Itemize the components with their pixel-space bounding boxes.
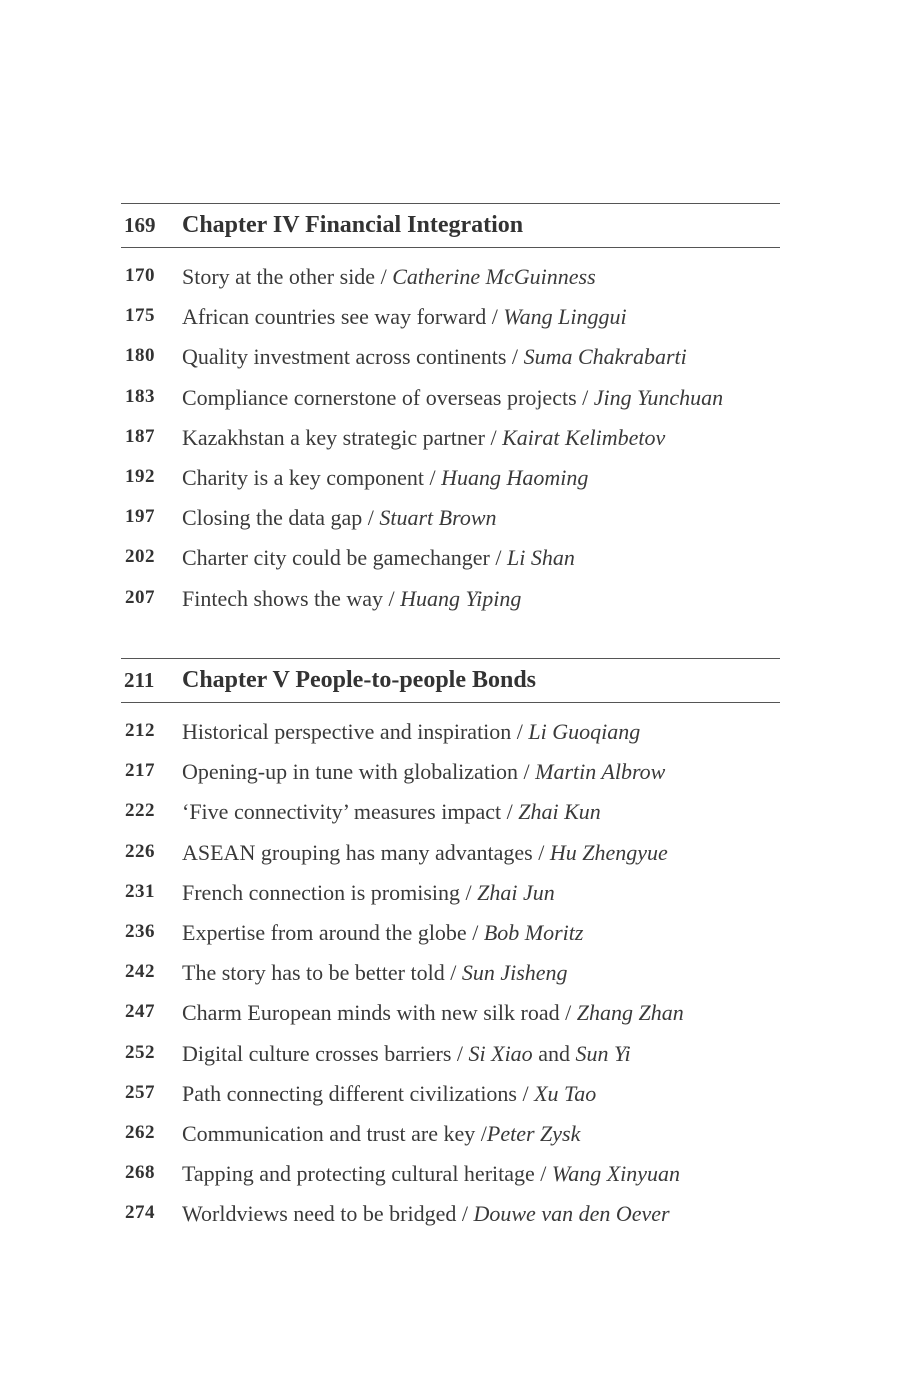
entry-title: Path connecting different civilizations /: [182, 1080, 535, 1106]
entry-title: Charm European minds with new silk road /: [182, 1000, 577, 1026]
entry-page-number: 197: [125, 506, 155, 528]
entry-title: Expertise from around the globe /: [182, 919, 484, 945]
entry-page-number: 236: [125, 920, 155, 942]
toc-entry: [121, 583, 780, 623]
entry-page-number: 192: [125, 465, 155, 487]
entry-title: Compliance cornerstone of overseas projects /: [182, 384, 594, 410]
entry-author: Li Guoqiang: [528, 719, 641, 744]
entry-page-number: 207: [125, 586, 155, 608]
toc-entry: [121, 917, 780, 957]
toc-entry: [121, 301, 780, 341]
entry-author: Hu Zhengyue: [549, 839, 668, 865]
entry-author: Zhai Kun: [518, 799, 601, 825]
entry-page-number: 217: [125, 760, 155, 782]
entry-title: Closing the data gap /: [182, 505, 380, 531]
entry-conjunction: and: [532, 1040, 576, 1066]
entry-title: ‘Five connectivity’ measures impact /: [182, 799, 519, 825]
entry-title: Historical perspective and inspiration /: [182, 719, 529, 744]
entry-author-second: Sun Yi: [575, 1040, 631, 1066]
entry-title: Charter city could be gamechanger /: [182, 545, 507, 571]
entry-page-number: 268: [125, 1162, 155, 1184]
entry-author: Wang Linggui: [503, 304, 627, 330]
entry-author: Bob Moritz: [483, 919, 584, 945]
entry-page-number: 274: [125, 1202, 155, 1224]
entry-author: Wang Xinyuan: [551, 1161, 681, 1187]
toc-entry: [121, 422, 780, 462]
entry-title: The story has to be better told /: [182, 960, 462, 986]
entry-page-number: 212: [125, 720, 155, 741]
toc-entry: [121, 341, 780, 381]
entry-author: Peter Zysk: [486, 1120, 581, 1146]
toc-entry: [121, 1118, 780, 1158]
toc-entry: [121, 716, 780, 756]
entry-page-number: 242: [125, 961, 155, 983]
section-heading: [121, 658, 780, 703]
entry-author: Kairat Kelimbetov: [502, 424, 666, 450]
toc-entry: [121, 837, 780, 877]
entry-author: Xu Tao: [534, 1080, 597, 1106]
entry-title: Worldviews need to be bridged /: [182, 1201, 474, 1227]
toc-entry: [121, 382, 780, 422]
toc-entry: [121, 1198, 780, 1238]
entry-page-number: 180: [125, 345, 155, 367]
entry-title: Quality investment across continents /: [182, 344, 524, 370]
entry-author: Catherine McGuinness: [392, 264, 596, 289]
entry-title: Charity is a key component /: [182, 464, 442, 490]
toc-entry: [121, 502, 780, 542]
entry-list: [121, 716, 780, 1238]
entry-page-number: 170: [125, 265, 155, 286]
section-heading: [121, 203, 780, 248]
section-title: Chapter IV Financial Integration: [182, 212, 524, 238]
entry-page-number: 252: [125, 1041, 155, 1063]
entry-title: Kazakhstan a key strategic partner /: [182, 424, 503, 450]
entry-page-number: 202: [125, 546, 155, 568]
entry-page-number: 257: [125, 1081, 155, 1103]
entry-author: Sun Jisheng: [461, 960, 568, 986]
entry-title: Communication and trust are key /: [182, 1120, 487, 1146]
entry-author: Huang Yiping: [400, 585, 522, 611]
entry-page-number: 175: [125, 305, 155, 327]
toc-entry: [121, 462, 780, 502]
toc-entry: [121, 957, 780, 997]
entry-page-number: 222: [125, 800, 155, 822]
entry-page-number: 262: [125, 1121, 155, 1143]
entry-title: African countries see way forward /: [182, 304, 504, 330]
entry-page-number: 231: [125, 880, 155, 902]
entry-title: Digital culture crosses barriers /: [182, 1040, 469, 1066]
entry-author: Li Shan: [506, 545, 575, 571]
toc-entry: [121, 997, 780, 1037]
entry-page-number: 247: [125, 1001, 155, 1023]
section-title: Chapter V People-to-people Bonds: [182, 667, 537, 693]
toc-section-chapter-4: [121, 203, 780, 623]
toc-entry: [121, 877, 780, 917]
toc-entry: [121, 756, 780, 796]
toc-entry: [121, 261, 780, 301]
toc-entry: [121, 796, 780, 836]
toc-section-chapter-5: [121, 658, 780, 1238]
entry-page-number: 183: [125, 385, 155, 407]
entry-title: Fintech shows the way /: [182, 585, 401, 611]
entry-author: Stuart Brown: [379, 505, 497, 531]
entry-author: Douwe van den Oever: [473, 1201, 670, 1227]
entry-title: ASEAN grouping has many advantages /: [182, 839, 550, 865]
entry-author: Zhang Zhan: [576, 1000, 684, 1026]
section-page-number: 169: [124, 213, 156, 237]
entry-author: Martin Albrow: [535, 759, 666, 785]
entry-title: Opening-up in tune with globalization /: [182, 759, 536, 785]
entry-title: French connection is promising /: [182, 879, 478, 905]
entry-author: Huang Haoming: [441, 464, 589, 490]
section-page-number: 211: [124, 668, 155, 692]
entry-author: Suma Chakrabarti: [523, 344, 687, 370]
entry-author: Jing Yunchuan: [593, 384, 724, 410]
entry-title: Story at the other side /: [182, 264, 393, 289]
toc-entry: [121, 1078, 780, 1118]
toc-entry: [121, 1158, 780, 1198]
toc-entry: [121, 1038, 780, 1078]
entry-page-number: 187: [125, 425, 155, 447]
entry-page-number: 226: [125, 840, 155, 862]
entry-title: Tapping and protecting cultural heritage /: [182, 1161, 552, 1187]
entry-author: Si Xiao: [468, 1040, 533, 1066]
toc-entry: [121, 542, 780, 582]
entry-list: [121, 261, 780, 623]
entry-author: Zhai Jun: [477, 879, 555, 905]
